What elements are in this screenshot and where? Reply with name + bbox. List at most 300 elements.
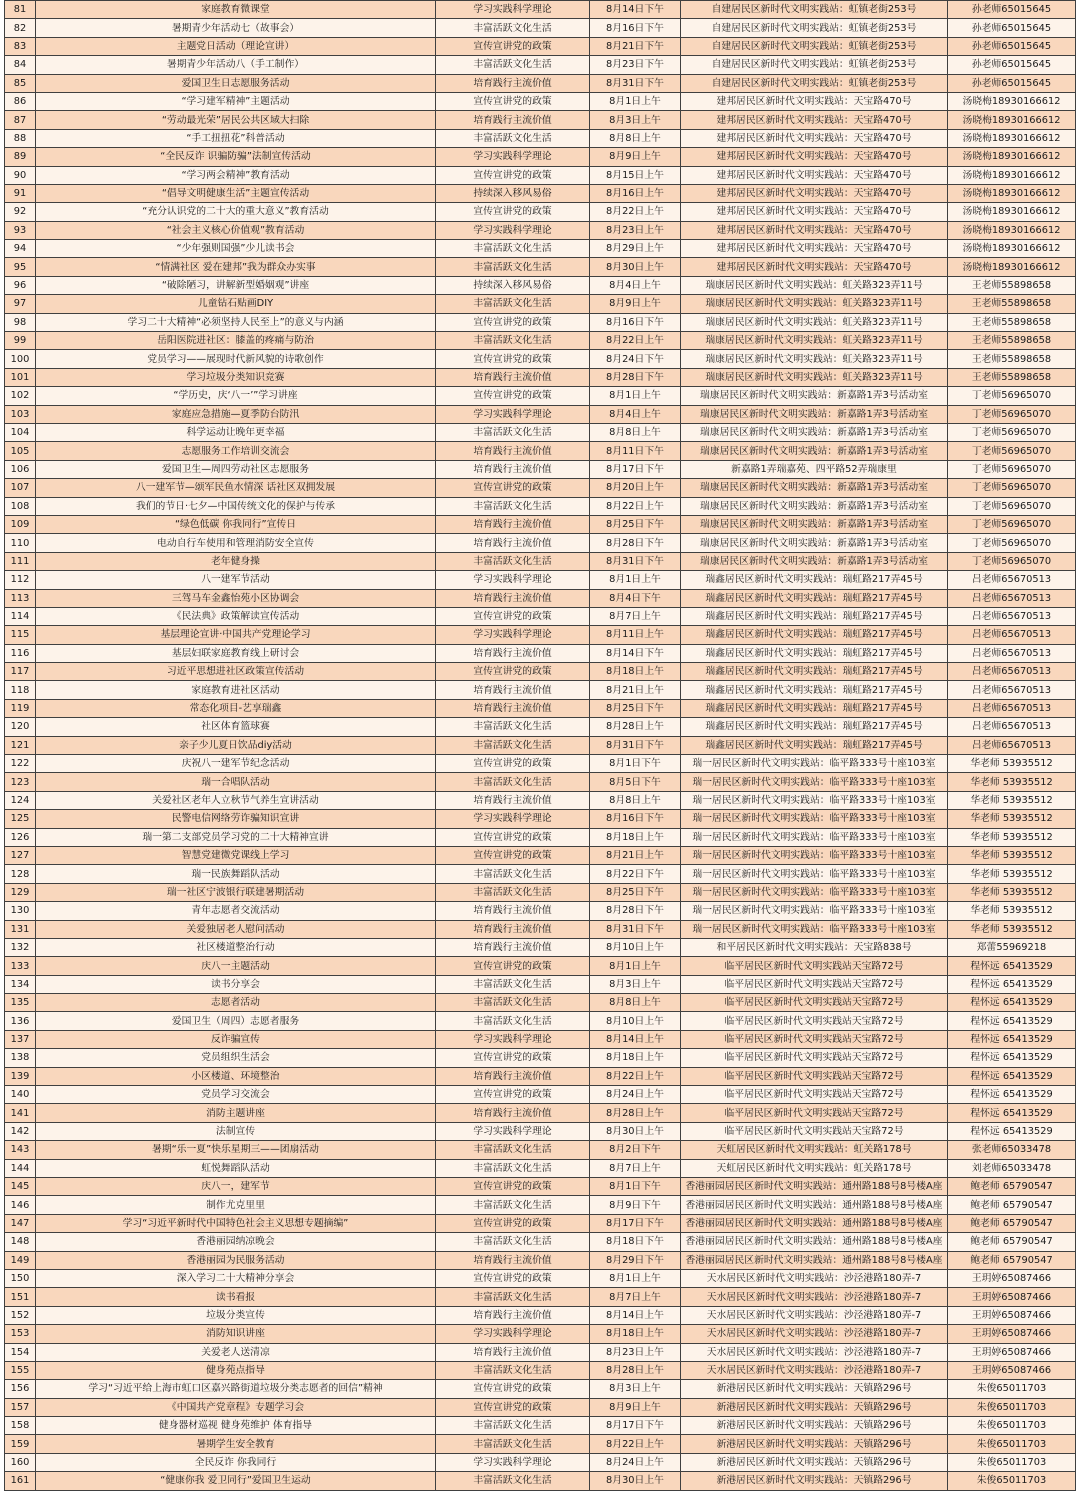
cell-category: 学习实践科学理论 (436, 626, 590, 644)
cell-activity-name: 学习二十大精神“必须坚持人民至上”的意义与内涵 (36, 313, 436, 331)
table-row (5, 74, 1076, 92)
table-row (5, 552, 1076, 570)
table-row (5, 1343, 1076, 1361)
cell-contact: 张老师65033478 (948, 1141, 1076, 1159)
cell-date-time: 8月14日下午 (590, 1, 681, 19)
cell-category: 丰富活跃文化生活 (436, 1159, 590, 1177)
cell-location: 建邦居民区新时代文明实践站：天宝路470号 (681, 129, 948, 147)
cell-location: 建邦居民区新时代文明实践站：天宝路470号 (681, 240, 948, 258)
cell-date-time: 8月1日下午 (590, 755, 681, 773)
cell-category: 丰富活跃文化生活 (436, 718, 590, 736)
cell-activity-name: 社区体育篮球赛 (36, 718, 436, 736)
cell-activity-name: 暑期“乐一夏”快乐星期三——团扇活动 (36, 1141, 436, 1159)
cell-category: 丰富活跃文化生活 (436, 258, 590, 276)
cell-index: 141 (5, 1104, 36, 1122)
table-row (5, 1453, 1076, 1471)
cell-index: 110 (5, 534, 36, 552)
cell-index: 109 (5, 515, 36, 533)
cell-date-time: 8月9日上午 (590, 295, 681, 313)
cell-date-time: 8月18日上午 (590, 663, 681, 681)
table-row (5, 1141, 1076, 1159)
cell-activity-name: 民警电信网络劳诈骗知识宣讲 (36, 810, 436, 828)
cell-date-time: 8月17日下午 (590, 460, 681, 478)
cell-activity-name: 消防主题讲座 (36, 1104, 436, 1122)
cell-date-time: 8月20日上午 (590, 479, 681, 497)
cell-activity-name: 庆八一主题活动 (36, 957, 436, 975)
cell-category: 学习实践科学理论 (436, 405, 590, 423)
cell-category: 丰富活跃文化生活 (436, 332, 590, 350)
table-row (5, 479, 1076, 497)
cell-location: 瑞鑫居民区新时代文明实践站：瑞虹路217弄45号 (681, 699, 948, 717)
cell-location: 临平居民区新时代文明实践站天宝路72号 (681, 1104, 948, 1122)
cell-activity-name: “倡导文明健康生活”主题宣传活动 (36, 184, 436, 202)
cell-location: 瑞康居民区新时代文明实践站：虹关路323弄11号 (681, 368, 948, 386)
cell-activity-name: 常态化项目-艺享瑞鑫 (36, 699, 436, 717)
cell-location: 自建居民区新时代文明实践站：虹镇老街253号 (681, 74, 948, 92)
cell-contact: 华老师 53935512 (948, 755, 1076, 773)
cell-activity-name: “社会主义核心价值观”教育活动 (36, 221, 436, 239)
cell-index: 101 (5, 368, 36, 386)
cell-location: 天水居民区新时代文明实践站：沙泾港路180弄-7 (681, 1325, 948, 1343)
cell-activity-name: “情满社区 爱在建邦”我为群众办实事 (36, 258, 436, 276)
cell-category: 宣传宣讲党的政策 (436, 663, 590, 681)
table-row (5, 589, 1076, 607)
cell-category: 宣传宣讲党的政策 (436, 755, 590, 773)
cell-activity-name: 家庭应急措施—夏季防台防汛 (36, 405, 436, 423)
cell-activity-name: “学习两会精神”教育活动 (36, 166, 436, 184)
cell-location: 瑞康居民区新时代文明实践站：新嘉路1弄3号活动室 (681, 515, 948, 533)
cell-index: 154 (5, 1343, 36, 1361)
cell-location: 自建居民区新时代文明实践站：虹镇老街253号 (681, 1, 948, 19)
cell-location: 临平居民区新时代文明实践站天宝路72号 (681, 1122, 948, 1140)
cell-activity-name: 电动自行车使用和管理消防安全宣传 (36, 534, 436, 552)
cell-index: 128 (5, 865, 36, 883)
cell-location: 瑞鑫居民区新时代文明实践站：瑞虹路217弄45号 (681, 626, 948, 644)
table-row (5, 221, 1076, 239)
cell-location: 瑞康居民区新时代文明实践站：新嘉路1弄3号活动室 (681, 405, 948, 423)
cell-contact: 王老师55898658 (948, 368, 1076, 386)
cell-date-time: 8月17日下午 (590, 1214, 681, 1232)
cell-location: 瑞康居民区新时代文明实践站：虹关路323弄11号 (681, 313, 948, 331)
cell-location: 瑞一居民区新时代文明实践站：临平路333号十座103室 (681, 773, 948, 791)
cell-index: 127 (5, 846, 36, 864)
cell-activity-name: 智慧党建微党课线上学习 (36, 846, 436, 864)
cell-location: 瑞康居民区新时代文明实践站：新嘉路1弄3号活动室 (681, 534, 948, 552)
cell-index: 150 (5, 1269, 36, 1287)
cell-activity-name: 基层妇联家庭教育线上研讨会 (36, 644, 436, 662)
cell-location: 自建居民区新时代文明实践站：虹镇老街253号 (681, 37, 948, 55)
cell-index: 135 (5, 994, 36, 1012)
table-row (5, 129, 1076, 147)
cell-activity-name: 全民反诈 你我同行 (36, 1453, 436, 1471)
cell-activity-name: 习近平思想进社区政策宣传活动 (36, 663, 436, 681)
cell-activity-name: 香港丽园纳凉晚会 (36, 1233, 436, 1251)
cell-category: 丰富活跃文化生活 (436, 497, 590, 515)
cell-date-time: 8月18日下午 (590, 1233, 681, 1251)
cell-index: 96 (5, 276, 36, 294)
cell-category: 丰富活跃文化生活 (436, 1233, 590, 1251)
cell-date-time: 8月24日上午 (590, 1453, 681, 1471)
cell-activity-name: 儿童钻石贴画DIY (36, 295, 436, 313)
cell-date-time: 8月1日上午 (590, 571, 681, 589)
table-row (5, 166, 1076, 184)
cell-location: 瑞鑫居民区新时代文明实践站：瑞虹路217弄45号 (681, 644, 948, 662)
cell-date-time: 8月9日下午 (590, 1196, 681, 1214)
cell-contact: 鲍老师 65790547 (948, 1178, 1076, 1196)
cell-date-time: 8月1日上午 (590, 387, 681, 405)
cell-category: 丰富活跃文化生活 (436, 552, 590, 570)
cell-contact: 丁老师56965070 (948, 423, 1076, 441)
cell-contact: 华老师 53935512 (948, 883, 1076, 901)
cell-date-time: 8月22日下午 (590, 865, 681, 883)
cell-date-time: 8月29日下午 (590, 1251, 681, 1269)
cell-category: 丰富活跃文化生活 (436, 975, 590, 993)
cell-location: 建邦居民区新时代文明实践站：天宝路470号 (681, 166, 948, 184)
cell-index: 151 (5, 1288, 36, 1306)
cell-contact: 孙老师65015645 (948, 37, 1076, 55)
cell-date-time: 8月22日上午 (590, 332, 681, 350)
cell-contact: 丁老师56965070 (948, 497, 1076, 515)
cell-index: 121 (5, 736, 36, 754)
table-row (5, 1012, 1076, 1030)
cell-date-time: 8月22日上午 (590, 497, 681, 515)
cell-date-time: 8月24日下午 (590, 350, 681, 368)
cell-date-time: 8月31日下午 (590, 920, 681, 938)
table-row (5, 957, 1076, 975)
cell-index: 91 (5, 184, 36, 202)
cell-date-time: 8月28日上午 (590, 1104, 681, 1122)
cell-location: 建邦居民区新时代文明实践站：天宝路470号 (681, 184, 948, 202)
cell-activity-name: 庆祝八一建军节纪念活动 (36, 755, 436, 773)
cell-index: 142 (5, 1122, 36, 1140)
cell-contact: 孙老师65015645 (948, 74, 1076, 92)
cell-date-time: 8月21日下午 (590, 37, 681, 55)
cell-location: 新港居民区新时代文明实践站：天镇路296号 (681, 1398, 948, 1416)
cell-location: 瑞一居民区新时代文明实践站：临平路333号十座103室 (681, 920, 948, 938)
table-row (5, 313, 1076, 331)
cell-index: 105 (5, 442, 36, 460)
cell-category: 宣传宣讲党的政策 (436, 1214, 590, 1232)
cell-date-time: 8月3日上午 (590, 975, 681, 993)
cell-activity-name: 暑期学生安全教育 (36, 1435, 436, 1453)
cell-index: 102 (5, 387, 36, 405)
table-row (5, 1435, 1076, 1453)
cell-index: 149 (5, 1251, 36, 1269)
table-row (5, 736, 1076, 754)
cell-index: 158 (5, 1417, 36, 1435)
cell-index: 133 (5, 957, 36, 975)
table-row (5, 865, 1076, 883)
cell-activity-name: 小区楼道、环境整治 (36, 1067, 436, 1085)
cell-date-time: 8月3日上午 (590, 1380, 681, 1398)
cell-contact: 朱俊65011703 (948, 1417, 1076, 1435)
cell-category: 丰富活跃文化生活 (436, 240, 590, 258)
cell-location: 瑞康居民区新时代文明实践站：新嘉路1弄3号活动室 (681, 552, 948, 570)
cell-date-time: 8月17日下午 (590, 1417, 681, 1435)
cell-location: 瑞一居民区新时代文明实践站：临平路333号十座103室 (681, 883, 948, 901)
cell-contact: 吕老师65670513 (948, 589, 1076, 607)
table-row (5, 111, 1076, 129)
cell-category: 培育践行主流价值 (436, 1343, 590, 1361)
table-row (5, 1325, 1076, 1343)
cell-index: 83 (5, 37, 36, 55)
cell-date-time: 8月23日下午 (590, 56, 681, 74)
cell-contact: 汤晓梅18930166612 (948, 166, 1076, 184)
cell-contact: 汤晓梅18930166612 (948, 221, 1076, 239)
cell-contact: 王老师55898658 (948, 332, 1076, 350)
cell-category: 学习实践科学理论 (436, 148, 590, 166)
table-row (5, 387, 1076, 405)
table-row (5, 368, 1076, 386)
cell-index: 94 (5, 240, 36, 258)
cell-date-time: 8月8日上午 (590, 994, 681, 1012)
table-row (5, 37, 1076, 55)
cell-contact: 王老师55898658 (948, 295, 1076, 313)
table-row (5, 1269, 1076, 1287)
cell-activity-name: “学习建军精神”主题活动 (36, 92, 436, 110)
table-row (5, 1104, 1076, 1122)
cell-category: 宣传宣讲党的政策 (436, 1086, 590, 1104)
cell-location: 临平居民区新时代文明实践站天宝路72号 (681, 1049, 948, 1067)
cell-activity-name: “充分认识党的二十大的重大意义”教育活动 (36, 203, 436, 221)
cell-index: 115 (5, 626, 36, 644)
cell-location: 香港丽园居民区新时代文明实践站：通州路188号8号楼A座 (681, 1214, 948, 1232)
cell-activity-name: 学习垃圾分类知识竞赛 (36, 368, 436, 386)
cell-contact: 丁老师56965070 (948, 460, 1076, 478)
table-row (5, 56, 1076, 74)
cell-date-time: 8月7日上午 (590, 1288, 681, 1306)
cell-activity-name: 读书分享会 (36, 975, 436, 993)
cell-index: 122 (5, 755, 36, 773)
cell-contact: 鲍老师 65790547 (948, 1214, 1076, 1232)
table-row (5, 332, 1076, 350)
cell-location: 新港居民区新时代文明实践站：天镇路296号 (681, 1453, 948, 1471)
table-row (5, 1417, 1076, 1435)
cell-contact: 汤晓梅18930166612 (948, 92, 1076, 110)
cell-index: 147 (5, 1214, 36, 1232)
cell-index: 88 (5, 129, 36, 147)
cell-contact: 吕老师65670513 (948, 663, 1076, 681)
cell-location: 瑞一居民区新时代文明实践站：临平路333号十座103室 (681, 828, 948, 846)
cell-contact: 丁老师56965070 (948, 387, 1076, 405)
table-row (5, 755, 1076, 773)
cell-date-time: 8月3日上午 (590, 111, 681, 129)
table-row (5, 405, 1076, 423)
cell-activity-name: 瑞一第二支部党员学习党的二十大精神宣讲 (36, 828, 436, 846)
cell-location: 建邦居民区新时代文明实践站：天宝路470号 (681, 221, 948, 239)
cell-contact: 丁老师56965070 (948, 515, 1076, 533)
cell-contact: 王老师55898658 (948, 350, 1076, 368)
cell-activity-name: 志愿服务工作培训交流会 (36, 442, 436, 460)
cell-index: 100 (5, 350, 36, 368)
cell-location: 新港居民区新时代文明实践站：天镇路296号 (681, 1417, 948, 1435)
table-row (5, 1288, 1076, 1306)
table-row (5, 423, 1076, 441)
cell-location: 香港丽园居民区新时代文明实践站：通州路188号8号楼A座 (681, 1233, 948, 1251)
cell-activity-name: “劳动最光荣”居民公共区域大扫除 (36, 111, 436, 129)
cell-activity-name: 虹悦舞蹈队活动 (36, 1159, 436, 1177)
table-row (5, 773, 1076, 791)
table-row (5, 902, 1076, 920)
cell-index: 120 (5, 718, 36, 736)
cell-category: 丰富活跃文化生活 (436, 1361, 590, 1379)
cell-category: 丰富活跃文化生活 (436, 1435, 590, 1453)
cell-location: 临平居民区新时代文明实践站天宝路72号 (681, 994, 948, 1012)
cell-activity-name: “绿色低碳 你我同行”宣传日 (36, 515, 436, 533)
table-row (5, 791, 1076, 809)
table-row (5, 663, 1076, 681)
table-row (5, 534, 1076, 552)
cell-location: 瑞鑫居民区新时代文明实践站：瑞虹路217弄45号 (681, 718, 948, 736)
cell-contact: 华老师 53935512 (948, 902, 1076, 920)
cell-contact: 吕老师65670513 (948, 644, 1076, 662)
cell-index: 117 (5, 663, 36, 681)
cell-index: 104 (5, 423, 36, 441)
cell-contact: 华老师 53935512 (948, 810, 1076, 828)
cell-index: 86 (5, 92, 36, 110)
cell-index: 85 (5, 74, 36, 92)
cell-activity-name: 暑期青少年活动八（手工制作） (36, 56, 436, 74)
cell-contact: 郑蕾55969218 (948, 938, 1076, 956)
cell-activity-name: 瑞一社区宁波银行联建暑期活动 (36, 883, 436, 901)
table-row (5, 626, 1076, 644)
cell-category: 丰富活跃文化生活 (436, 883, 590, 901)
cell-category: 培育践行主流价值 (436, 791, 590, 809)
cell-category: 学习实践科学理论 (436, 1030, 590, 1048)
cell-contact: 华老师 53935512 (948, 865, 1076, 883)
cell-date-time: 8月5日下午 (590, 773, 681, 791)
cell-category: 培育践行主流价值 (436, 515, 590, 533)
cell-location: 新嘉路1弄瑞嘉苑、四平路52弄瑞康里 (681, 460, 948, 478)
cell-date-time: 8月14日下午 (590, 644, 681, 662)
cell-activity-name: 香港丽园为民服务活动 (36, 1251, 436, 1269)
cell-date-time: 8月8日上午 (590, 423, 681, 441)
cell-category: 宣传宣讲党的政策 (436, 313, 590, 331)
cell-category: 学习实践科学理论 (436, 1, 590, 19)
cell-location: 香港丽园居民区新时代文明实践站：通州路188号8号楼A座 (681, 1196, 948, 1214)
cell-date-time: 8月11日上午 (590, 626, 681, 644)
table-row (5, 1472, 1076, 1490)
cell-location: 瑞鑫居民区新时代文明实践站：瑞虹路217弄45号 (681, 681, 948, 699)
cell-category: 丰富活跃文化生活 (436, 19, 590, 37)
cell-activity-name: 亲子少儿夏日饮品diy活动 (36, 736, 436, 754)
cell-location: 建邦居民区新时代文明实践站：天宝路470号 (681, 92, 948, 110)
cell-activity-name: 暑期青少年活动七（故事会） (36, 19, 436, 37)
table-row (5, 1178, 1076, 1196)
cell-activity-name: 健身器材巡视 健身苑维护 体育指导 (36, 1417, 436, 1435)
cell-contact: 王玥婷65087466 (948, 1288, 1076, 1306)
table-row (5, 203, 1076, 221)
cell-location: 瑞一居民区新时代文明实践站：临平路333号十座103室 (681, 902, 948, 920)
cell-date-time: 8月15日上午 (590, 166, 681, 184)
cell-category: 学习实践科学理论 (436, 1453, 590, 1471)
cell-date-time: 8月24日上午 (590, 1086, 681, 1104)
cell-contact: 程怀远 65413529 (948, 1067, 1076, 1085)
cell-location: 瑞一居民区新时代文明实践站：临平路333号十座103室 (681, 791, 948, 809)
cell-location: 瑞鑫居民区新时代文明实践站：瑞虹路217弄45号 (681, 571, 948, 589)
cell-contact: 汤晓梅18930166612 (948, 184, 1076, 202)
cell-location: 瑞康居民区新时代文明实践站：新嘉路1弄3号活动室 (681, 423, 948, 441)
cell-index: 137 (5, 1030, 36, 1048)
cell-location: 自建居民区新时代文明实践站：虹镇老街253号 (681, 19, 948, 37)
cell-activity-name: 庆八一，建军节 (36, 1178, 436, 1196)
cell-index: 90 (5, 166, 36, 184)
cell-location: 临平居民区新时代文明实践站天宝路72号 (681, 1030, 948, 1048)
cell-activity-name: 科学运动让晚年更幸福 (36, 423, 436, 441)
cell-location: 香港丽园居民区新时代文明实践站：通州路188号8号楼A座 (681, 1251, 948, 1269)
cell-date-time: 8月18日上午 (590, 1325, 681, 1343)
cell-contact: 程怀远 65413529 (948, 1049, 1076, 1067)
table-row (5, 1251, 1076, 1269)
cell-location: 天水居民区新时代文明实践站：沙泾港路180弄-7 (681, 1269, 948, 1287)
cell-activity-name: 三驾马车金鑫怡苑小区协调会 (36, 589, 436, 607)
cell-contact: 朱俊65011703 (948, 1453, 1076, 1471)
cell-contact: 程怀远 65413529 (948, 1030, 1076, 1048)
cell-location: 天水居民区新时代文明实践站：沙泾港路180弄-7 (681, 1306, 948, 1324)
cell-index: 153 (5, 1325, 36, 1343)
cell-contact: 朱俊65011703 (948, 1472, 1076, 1490)
cell-index: 131 (5, 920, 36, 938)
cell-date-time: 8月30日上午 (590, 1472, 681, 1490)
cell-index: 89 (5, 148, 36, 166)
table-row (5, 975, 1076, 993)
cell-category: 宣传宣讲党的政策 (436, 166, 590, 184)
cell-contact: 汤晓梅18930166612 (948, 240, 1076, 258)
cell-category: 丰富活跃文化生活 (436, 1288, 590, 1306)
cell-activity-name: “手工扭扭花”科普活动 (36, 129, 436, 147)
cell-date-time: 8月11日下午 (590, 442, 681, 460)
cell-date-time: 8月25日下午 (590, 699, 681, 717)
cell-contact: 王玥婷65087466 (948, 1306, 1076, 1324)
cell-category: 宣传宣讲党的政策 (436, 1178, 590, 1196)
cell-location: 瑞康居民区新时代文明实践站：新嘉路1弄3号活动室 (681, 387, 948, 405)
cell-contact: 华老师 53935512 (948, 773, 1076, 791)
table-row (5, 938, 1076, 956)
cell-activity-name: 志愿者活动 (36, 994, 436, 1012)
cell-date-time: 8月4日下午 (590, 589, 681, 607)
cell-index: 146 (5, 1196, 36, 1214)
cell-activity-name: 爱国卫生（周四）志愿者服务 (36, 1012, 436, 1030)
table-row (5, 276, 1076, 294)
cell-index: 106 (5, 460, 36, 478)
cell-category: 丰富活跃文化生活 (436, 295, 590, 313)
cell-date-time: 8月1日上午 (590, 92, 681, 110)
cell-category: 丰富活跃文化生活 (436, 56, 590, 74)
cell-location: 瑞一居民区新时代文明实践站：临平路333号十座103室 (681, 755, 948, 773)
cell-index: 112 (5, 571, 36, 589)
cell-contact: 程怀远 65413529 (948, 1086, 1076, 1104)
cell-location: 瑞康居民区新时代文明实践站：新嘉路1弄3号活动室 (681, 442, 948, 460)
cell-index: 129 (5, 883, 36, 901)
cell-activity-name: 我们的节日·七夕—中国传统文化的保护与传承 (36, 497, 436, 515)
cell-contact: 吕老师65670513 (948, 736, 1076, 754)
cell-location: 瑞一居民区新时代文明实践站：临平路333号十座103室 (681, 846, 948, 864)
cell-activity-name: 关爱社区老年人立秋节气养生宣讲活动 (36, 791, 436, 809)
table-body (5, 1, 1076, 1491)
cell-index: 84 (5, 56, 36, 74)
cell-contact: 孙老师65015645 (948, 1, 1076, 19)
cell-date-time: 8月7日上午 (590, 607, 681, 625)
cell-index: 148 (5, 1233, 36, 1251)
cell-index: 140 (5, 1086, 36, 1104)
cell-contact: 程怀远 65413529 (948, 957, 1076, 975)
cell-location: 瑞鑫居民区新时代文明实践站：瑞虹路217弄45号 (681, 663, 948, 681)
cell-location: 天水居民区新时代文明实践站：沙泾港路180弄-7 (681, 1343, 948, 1361)
cell-index: 118 (5, 681, 36, 699)
cell-location: 临平居民区新时代文明实践站天宝路72号 (681, 957, 948, 975)
cell-index: 139 (5, 1067, 36, 1085)
cell-contact: 吕老师65670513 (948, 699, 1076, 717)
